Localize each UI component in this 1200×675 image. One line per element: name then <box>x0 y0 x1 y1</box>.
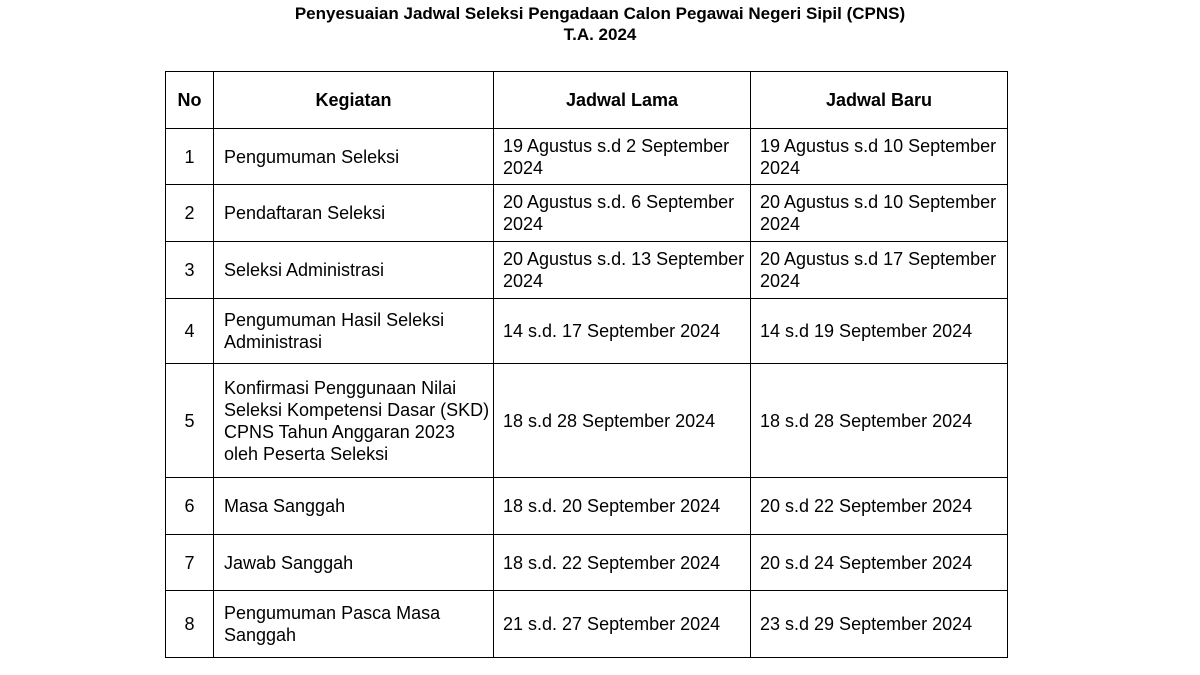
cell-jadwal-baru: 18 s.d 28 September 2024 <box>751 364 1008 478</box>
cell-jadwal-lama: 14 s.d. 17 September 2024 <box>494 299 751 364</box>
cell-jadwal-lama: 18 s.d 28 September 2024 <box>494 364 751 478</box>
cell-jadwal-baru: 20 Agustus s.d 10 September 2024 <box>751 185 1008 242</box>
cell-kegiatan: Konfirmasi Penggunaan Nilai Seleksi Kompetensi Dasar (SKD) CPNS Tahun Anggaran 2023 oleh Peserta Seleksi <box>214 364 494 478</box>
cell-kegiatan: Seleksi Administrasi <box>214 242 494 299</box>
cell-jadwal-lama: 21 s.d. 27 September 2024 <box>494 591 751 658</box>
cell-jadwal-lama: 18 s.d. 22 September 2024 <box>494 535 751 591</box>
cell-jadwal-baru: 20 Agustus s.d 17 September 2024 <box>751 242 1008 299</box>
cell-jadwal-baru: 23 s.d 29 September 2024 <box>751 591 1008 658</box>
cell-no: 1 <box>166 129 214 185</box>
table-row <box>166 242 1008 299</box>
header-jadwal-baru: Jadwal Baru <box>751 72 1008 129</box>
cell-no: 2 <box>166 185 214 242</box>
schedule-table <box>165 71 1008 658</box>
table-row <box>166 185 1008 242</box>
table-row <box>166 364 1008 478</box>
cell-jadwal-baru: 19 Agustus s.d 10 September 2024 <box>751 129 1008 185</box>
cell-jadwal-baru: 20 s.d 24 September 2024 <box>751 535 1008 591</box>
table-header-row <box>166 72 1008 129</box>
cell-kegiatan: Pengumuman Pasca Masa Sanggah <box>214 591 494 658</box>
document-subtitle: T.A. 2024 <box>563 25 637 44</box>
cell-jadwal-lama: 18 s.d. 20 September 2024 <box>494 478 751 535</box>
cell-kegiatan: Pendaftaran Seleksi <box>214 185 494 242</box>
cell-jadwal-lama: 19 Agustus s.d 2 September 2024 <box>494 129 751 185</box>
document-title: Penyesuaian Jadwal Seleksi Pengadaan Calon Pegawai Negeri Sipil (CPNS) <box>294 4 906 23</box>
cell-jadwal-baru: 14 s.d 19 September 2024 <box>751 299 1008 364</box>
header-jadwal-lama: Jadwal Lama <box>494 72 751 129</box>
cell-kegiatan: Masa Sanggah <box>214 478 494 535</box>
table-row <box>166 478 1008 535</box>
cell-no: 7 <box>166 535 214 591</box>
table-row <box>166 129 1008 185</box>
cell-no: 4 <box>166 299 214 364</box>
cell-jadwal-lama: 20 Agustus s.d. 13 September 2024 <box>494 242 751 299</box>
cell-jadwal-baru: 20 s.d 22 September 2024 <box>751 478 1008 535</box>
cell-no: 8 <box>166 591 214 658</box>
table-row <box>166 591 1008 658</box>
cell-kegiatan: Pengumuman Hasil Seleksi Administrasi <box>214 299 494 364</box>
table-row <box>166 299 1008 364</box>
cell-no: 5 <box>166 364 214 478</box>
cell-no: 6 <box>166 478 214 535</box>
table-row <box>166 535 1008 591</box>
cell-kegiatan: Jawab Sanggah <box>214 535 494 591</box>
cell-no: 3 <box>166 242 214 299</box>
cell-jadwal-lama: 20 Agustus s.d. 6 September 2024 <box>494 185 751 242</box>
header-no: No <box>166 72 214 129</box>
header-kegiatan: Kegiatan <box>214 72 494 129</box>
cell-kegiatan: Pengumuman Seleksi <box>214 129 494 185</box>
